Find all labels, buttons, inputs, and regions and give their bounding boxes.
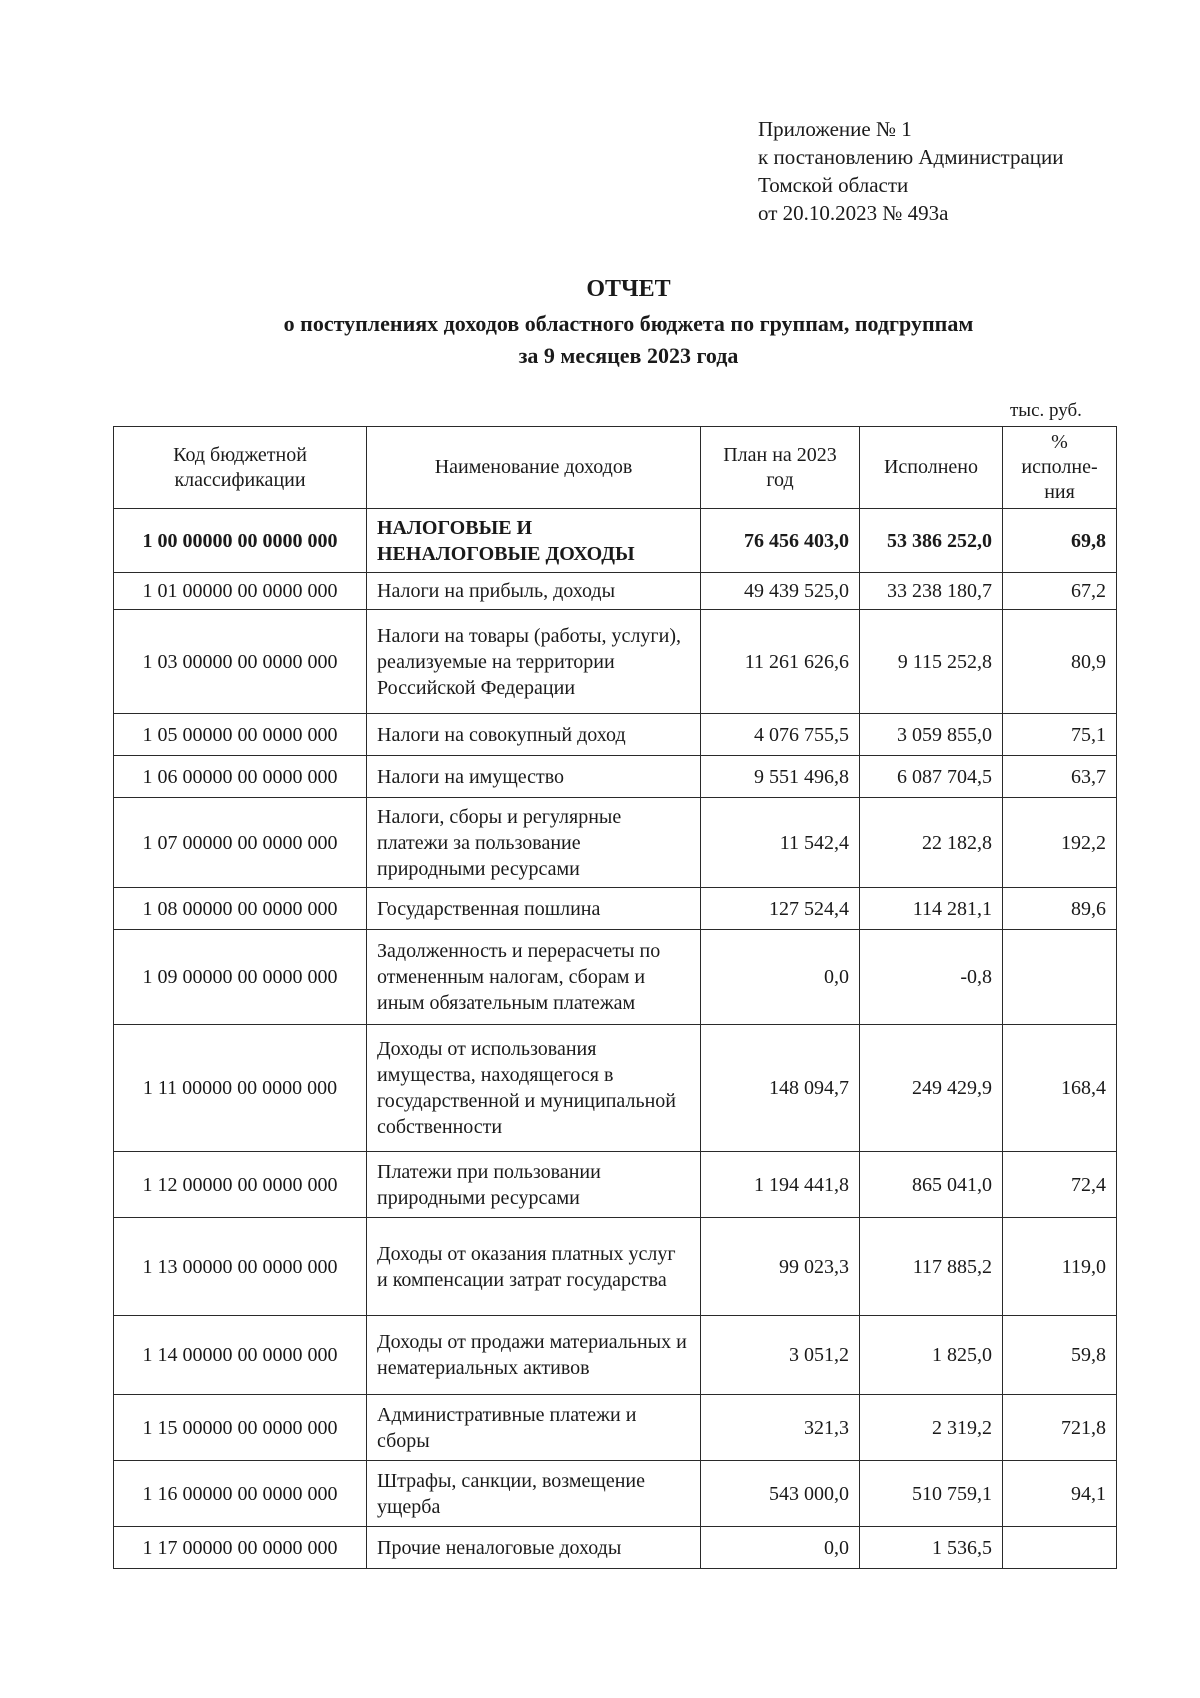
cell-done: 33 238 180,7: [860, 573, 1003, 610]
cell-name: Налоги на товары (работы, услуги), реализуемые на территории Российской Федерации: [367, 610, 701, 714]
cell-pct: 119,0: [1003, 1218, 1117, 1316]
cell-plan: 0,0: [701, 930, 860, 1025]
cell-plan: 9 551 496,8: [701, 756, 860, 798]
table-row: [114, 1152, 1117, 1218]
cell-pct: 63,7: [1003, 756, 1117, 798]
cell-done: 1 825,0: [860, 1316, 1003, 1395]
cell-code: 1 14 00000 00 0000 000: [114, 1316, 367, 1395]
table-row: [114, 1461, 1117, 1527]
cell-pct: 59,8: [1003, 1316, 1117, 1395]
table-row: [114, 610, 1117, 714]
cell-done: 865 041,0: [860, 1152, 1003, 1218]
cell-code: 1 17 00000 00 0000 000: [114, 1527, 367, 1569]
cell-plan: 321,3: [701, 1395, 860, 1461]
cell-code: 1 05 00000 00 0000 000: [114, 714, 367, 756]
cell-pct: 72,4: [1003, 1152, 1117, 1218]
cell-name: Доходы от оказания платных услуг и компенсации затрат государства: [367, 1218, 701, 1316]
table-header-row: [114, 427, 1117, 509]
cell-plan: 148 094,7: [701, 1025, 860, 1152]
table-row: [114, 1395, 1117, 1461]
cell-done: 249 429,9: [860, 1025, 1003, 1152]
cell-code: 1 07 00000 00 0000 000: [114, 798, 367, 888]
cell-code: 1 11 00000 00 0000 000: [114, 1025, 367, 1152]
report-title: ОТЧЕТ: [586, 276, 671, 302]
appendix-line: Томской области: [758, 173, 909, 197]
cell-plan: 3 051,2: [701, 1316, 860, 1395]
cell-pct: 168,4: [1003, 1025, 1117, 1152]
cell-done: 114 281,1: [860, 888, 1003, 930]
table-row: [114, 1316, 1117, 1395]
cell-done: 117 885,2: [860, 1218, 1003, 1316]
cell-name: Административные платежи и сборы: [367, 1395, 701, 1461]
cell-name: НАЛОГОВЫЕ И НЕНАЛОГОВЫЕ ДОХОДЫ: [367, 509, 701, 573]
header-done: Исполнено: [860, 427, 1003, 509]
cell-plan: 543 000,0: [701, 1461, 860, 1527]
revenue-table: [113, 426, 1117, 1569]
cell-name: Доходы от продажи материальных и нематериальных активов: [367, 1316, 701, 1395]
appendix-line: к постановлению Администрации: [758, 145, 1064, 169]
cell-pct: [1003, 930, 1117, 1025]
cell-code: 1 12 00000 00 0000 000: [114, 1152, 367, 1218]
cell-code: 1 03 00000 00 0000 000: [114, 610, 367, 714]
cell-done: 1 536,5: [860, 1527, 1003, 1569]
report-subtitle: о поступлениях доходов областного бюджета по группам, подгруппам: [283, 311, 974, 336]
cell-name: Задолженность и перерасчеты по отмененным налогам, сборам и иным обязательным платежам: [367, 930, 701, 1025]
appendix-line: от 20.10.2023 № 493а: [758, 201, 949, 225]
cell-code: 1 01 00000 00 0000 000: [114, 573, 367, 610]
cell-pct: 94,1: [1003, 1461, 1117, 1527]
cell-name: Налоги на совокупный доход: [367, 714, 701, 756]
cell-name: Платежи при пользовании природными ресурсами: [367, 1152, 701, 1218]
cell-code: 1 13 00000 00 0000 000: [114, 1218, 367, 1316]
cell-done: 53 386 252,0: [860, 509, 1003, 573]
cell-done: 510 759,1: [860, 1461, 1003, 1527]
cell-name: Налоги на имущество: [367, 756, 701, 798]
table-row: [114, 1218, 1117, 1316]
table-row: [114, 756, 1117, 798]
appendix-line: Приложение № 1: [758, 117, 912, 141]
cell-name: Налоги на прибыль, доходы: [367, 573, 701, 610]
cell-code: 1 16 00000 00 0000 000: [114, 1461, 367, 1527]
cell-plan: 11 542,4: [701, 798, 860, 888]
cell-done: 3 059 855,0: [860, 714, 1003, 756]
cell-plan: 99 023,3: [701, 1218, 860, 1316]
units-label: тыс. руб.: [1010, 400, 1082, 421]
cell-plan: 127 524,4: [701, 888, 860, 930]
cell-pct: 67,2: [1003, 573, 1117, 610]
cell-pct: 721,8: [1003, 1395, 1117, 1461]
cell-pct: 80,9: [1003, 610, 1117, 714]
table-row: [114, 798, 1117, 888]
table-row: [114, 930, 1117, 1025]
header-name: Наименование доходов: [367, 427, 701, 509]
cell-done: -0,8: [860, 930, 1003, 1025]
cell-name: Штрафы, санкции, возмещение ущерба: [367, 1461, 701, 1527]
cell-pct: [1003, 1527, 1117, 1569]
cell-plan: 1 194 441,8: [701, 1152, 860, 1218]
cell-plan: 0,0: [701, 1527, 860, 1569]
header-pct: % исполне- ния: [1003, 427, 1117, 509]
cell-code: 1 00 00000 00 0000 000: [114, 509, 367, 573]
table-row: [114, 1025, 1117, 1152]
cell-pct: 69,8: [1003, 509, 1117, 573]
cell-done: 6 087 704,5: [860, 756, 1003, 798]
cell-name: Государственная пошлина: [367, 888, 701, 930]
table-row: [114, 888, 1117, 930]
cell-code: 1 06 00000 00 0000 000: [114, 756, 367, 798]
report-period: за 9 месяцев 2023 года: [518, 343, 739, 368]
cell-code: 1 09 00000 00 0000 000: [114, 930, 367, 1025]
cell-plan: 76 456 403,0: [701, 509, 860, 573]
cell-done: 2 319,2: [860, 1395, 1003, 1461]
table-row: [114, 573, 1117, 610]
cell-name: Налоги, сборы и регулярные платежи за пользование природными ресурсами: [367, 798, 701, 888]
cell-plan: 11 261 626,6: [701, 610, 860, 714]
table-row: [114, 1527, 1117, 1569]
cell-code: 1 08 00000 00 0000 000: [114, 888, 367, 930]
cell-code: 1 15 00000 00 0000 000: [114, 1395, 367, 1461]
header-plan: План на 2023 год: [701, 427, 860, 509]
cell-pct: 192,2: [1003, 798, 1117, 888]
cell-pct: 89,6: [1003, 888, 1117, 930]
cell-name: Прочие неналоговые доходы: [367, 1527, 701, 1569]
cell-done: 22 182,8: [860, 798, 1003, 888]
table-row: [114, 509, 1117, 573]
appendix-block: [758, 115, 1064, 227]
cell-name: Доходы от использования имущества, находящегося в государственной и муниципальной собственности: [367, 1025, 701, 1152]
cell-plan: 49 439 525,0: [701, 573, 860, 610]
table-row: [114, 714, 1117, 756]
cell-plan: 4 076 755,5: [701, 714, 860, 756]
cell-done: 9 115 252,8: [860, 610, 1003, 714]
header-code: Код бюджетной классификации: [114, 427, 367, 509]
cell-pct: 75,1: [1003, 714, 1117, 756]
